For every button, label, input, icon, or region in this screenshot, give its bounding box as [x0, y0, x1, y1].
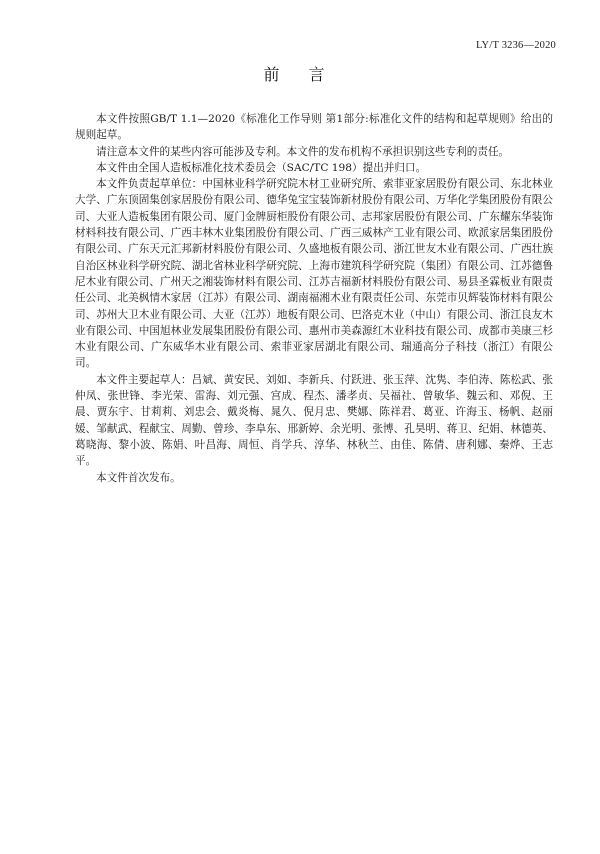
paragraph-patent-notice: 请注意本文件的某些内容可能涉及专利。本文件的发布机构不承担识别这些专利的责任。 — [96, 145, 510, 158]
paragraph-drafting-units: 本文件负责起草单位：中国林业科学研究院木材工业研究所、索菲亚家居股份有限公司、东北林业大学、广东顶固集创家居股份有限公司、德华兔宝宝装饰新材股份有限公司、万华化学集团股份有限公司、大亚人造板集团有限公司、厦门金牌厨柜股份有限公司、志邦家居股份有限公司、广东耀东华装饰材料科技有限公司、广西丰林木业集团股份有限公司、广西三威林产工业有限公司、欧派家居集团股份有限公司、广东天元汇邦新材料股份有限公司、久盛地板有限公司、浙江世友木业有限公司、广西壮族自治区林业科学研究院、湖北省林业科学研究院、上海市建筑科学研究院（集团）有限公司、江苏德鲁尼木业有限公司、广州天之湘装饰材料有限公司、江苏吉福新材料股份有限公司、易县圣霖板业有限责任公司、北美枫情木家居（江苏）有限公司、湖南福湘木业有限责任公司、东莞市贝辉装饰材料有限公司、苏州大卫木业有限公司、大亚（江苏）地板有限公司、巴洛克木业（中山）有限公司、浙江良友木业有限公司、中国旭林业发展集团股份有限公司、惠州市美森源红木业科技有限公司、成都市美康三杉木业有限公司、广东威华木业有限公司、索菲亚家居湖北有限公司、瑞通高分子科技（浙江）有限公司。 — [75, 178, 553, 370]
foreword-body — [75, 111, 553, 486]
standard-code: LY/T 3236—2020 — [475, 40, 556, 51]
paragraph-drafters: 本文件主要起草人：吕斌、黄安民、刘如、李新兵、付跃进、张玉萍、沈隽、李伯涛、陈松武、张仲凤、张世锋、李光荣、雷海、刘元强、宫成、程杰、潘孝贞、吴福社、曾敏华、魏云和、邓倪、王晨、贾东宇、甘莉莉、刘忠会、戴炎梅、晁久、倪月忠、樊娜、陈祥君、葛亚、许海玉、杨帆、赵丽媛、邹献武、程献宝、周勤、曾珍、李阜东、邢新婷、余光明、张博、孔昊明、蒋卫、纪娟、林德英、葛晓海、黎小波、陈娟、叶昌海、周恒、肖学兵、淳华、林秋兰、由佳、陈倩、唐利娜、秦烨、王志平。 — [75, 373, 553, 468]
section-title: 前 言 — [263, 65, 337, 84]
paragraph-first-issue: 本文件首次发布。 — [96, 471, 181, 484]
paragraph-drafting-rules: 本文件按照GB/T 1.1—2020《标准化工作导则 第1部分:标准化文件的结构和起草规则》给出的规则起草。 — [75, 113, 553, 142]
paragraph-proposer: 本文件由全国人造板标准化技术委员会（SAC/TC 198）提出并归口。 — [96, 161, 427, 174]
